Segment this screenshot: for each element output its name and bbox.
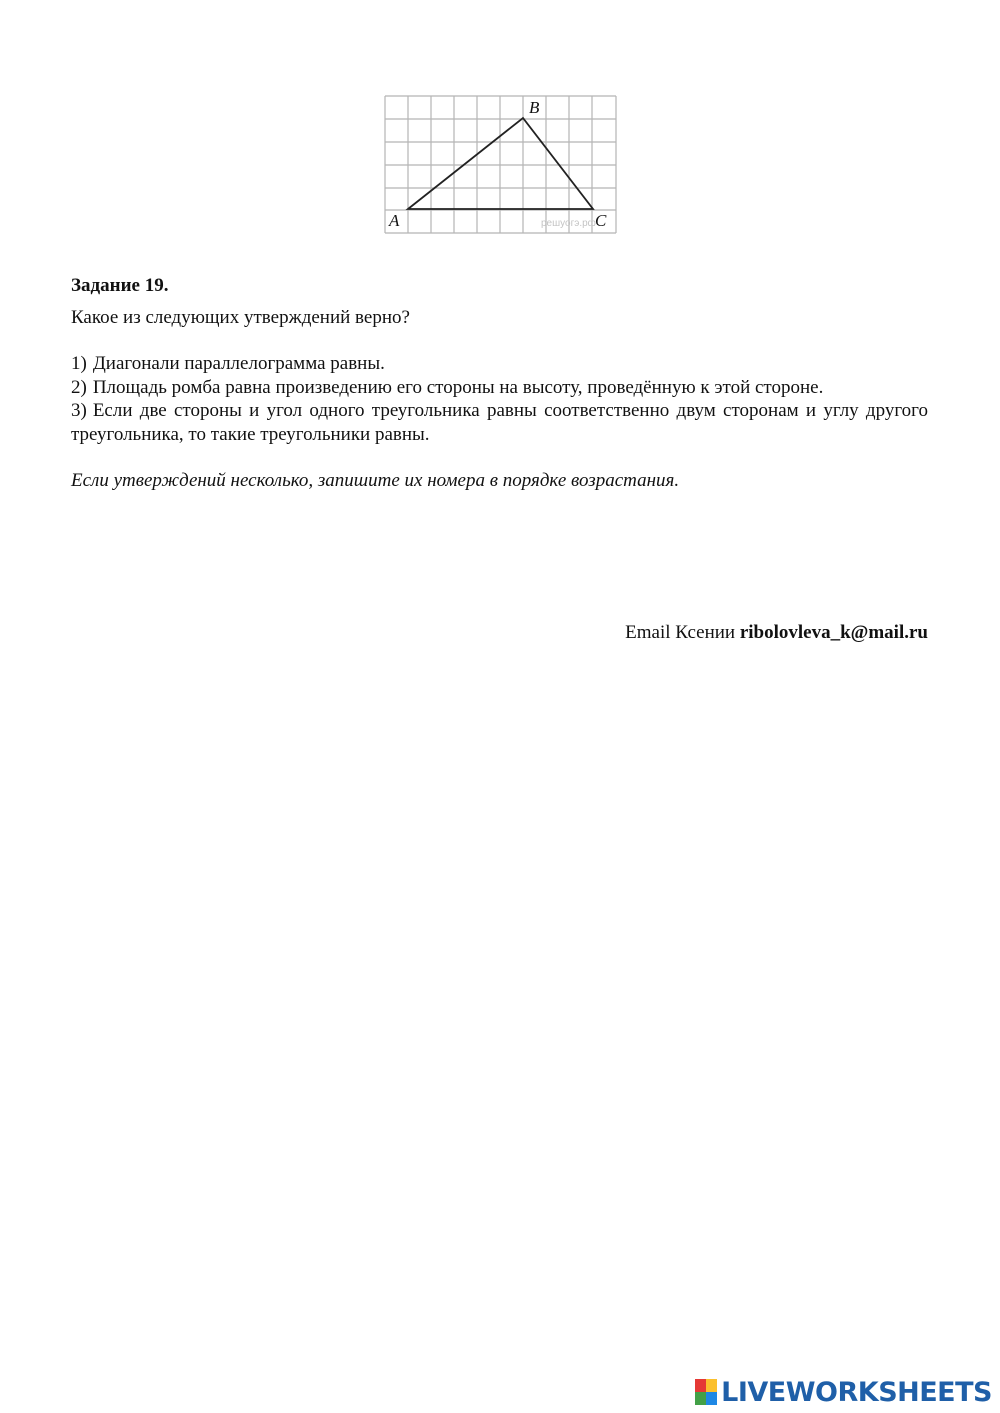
statement-text: Если две стороны и угол одного треугольника равны соответственно двум сторонам и углу другого треугольника, то такие треугольники равны. [71,400,928,445]
answer-instruction: Если утверждений несколько, запишите их номера в порядке возрастания. [71,470,680,491]
logo-text: LIVEWORKSHEETS [721,1376,992,1408]
task-block [71,274,928,493]
liveworksheets-logo [695,1377,992,1407]
statement-number: 1) [71,353,87,374]
watermark: решуогэ.рф [541,218,596,229]
contact-email: ribolovleva_k@mail.ru [739,622,928,643]
statement-number: 2) [71,376,87,398]
statement-2 [71,376,928,400]
vertex-label-a: A [389,211,400,230]
statement-3 [71,399,928,446]
statement-text: Диагонали параллелограмма равны. [92,353,385,374]
contact-prefix: Email Ксении [625,622,736,643]
contact-line [625,621,928,645]
grid-drawing [383,94,619,235]
task-question: Какое из следующих утверждений верно? [71,306,410,328]
statement-number: 3) [71,400,87,421]
statement-1 [71,352,928,376]
vertex-label-c: C [595,211,607,230]
statement-text: Площадь ромба равна произведению его стороны на высоту, проведённую к этой стороне. [92,376,824,398]
logo-squares-icon [695,1379,717,1405]
task-title: Задание 19. [71,275,169,296]
vertex-label-b: B [529,98,540,117]
triangle-figure [383,94,619,235]
